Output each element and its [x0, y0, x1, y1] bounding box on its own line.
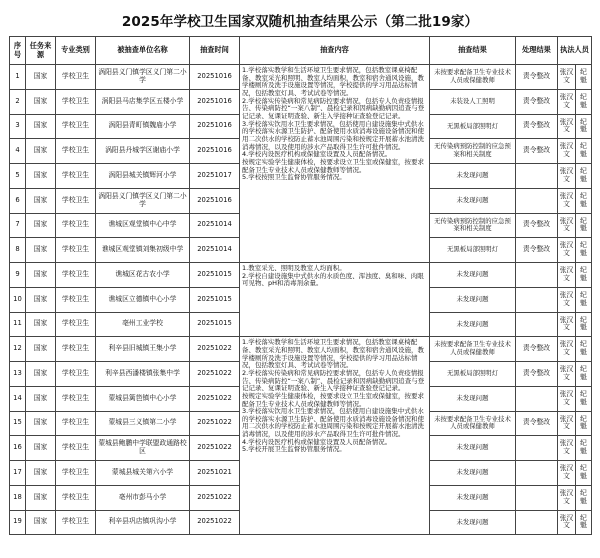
- cell-category: 学校卫生: [56, 411, 96, 436]
- cell-officer1: 张汉文: [558, 337, 576, 362]
- cell-source: 国家: [26, 386, 56, 411]
- cell-source: 国家: [26, 362, 56, 387]
- cell-officer1: 张汉文: [558, 485, 576, 510]
- cell-no: 5: [10, 164, 26, 189]
- cell-officer2: 纪魁: [576, 89, 592, 114]
- cell-source: 国家: [26, 411, 56, 436]
- cell-unit: 利辛县西潘楼镇张集中学: [96, 362, 190, 387]
- cell-no: 12: [10, 337, 26, 362]
- cell-category: 学校卫生: [56, 461, 96, 486]
- cell-source: 国家: [26, 89, 56, 114]
- cell-result: 未发现问题: [430, 287, 516, 312]
- cell-officer1: 张汉文: [558, 65, 576, 90]
- cell-officer2: 纪魁: [576, 411, 592, 436]
- cell-officer2: 纪魁: [576, 510, 592, 535]
- cell-category: 学校卫生: [56, 114, 96, 139]
- cell-officer2: 纪魁: [576, 188, 592, 213]
- cell-action: 责令整改: [516, 238, 558, 263]
- cell-no: 16: [10, 436, 26, 461]
- cell-officer1: 张汉文: [558, 386, 576, 411]
- table-header-row: [10, 37, 592, 65]
- cell-source: 国家: [26, 238, 56, 263]
- cell-date: 20251022: [190, 411, 240, 436]
- cell-source: 国家: [26, 510, 56, 535]
- cell-date: 20251022: [190, 386, 240, 411]
- header-category: 专业类别: [56, 37, 96, 65]
- cell-category: 学校卫生: [56, 89, 96, 114]
- cell-action: 责令整改: [516, 362, 558, 387]
- cell-unit: 谯城区观堂镇刘集初级中学: [96, 238, 190, 263]
- cell-no: 17: [10, 461, 26, 486]
- cell-unit: 涡阳县城关镇辉河小学: [96, 164, 190, 189]
- cell-officer1: 张汉文: [558, 362, 576, 387]
- cell-unit: 谯城区立德镇中心小学: [96, 287, 190, 312]
- cell-unit: 利辛县巩店镇巩沟小学: [96, 510, 190, 535]
- cell-source: 国家: [26, 287, 56, 312]
- cell-source: 国家: [26, 164, 56, 189]
- cell-date: 20251015: [190, 287, 240, 312]
- cell-result: 未发现问题: [430, 164, 516, 189]
- cell-date: 20251014: [190, 238, 240, 263]
- cell-action: [516, 485, 558, 510]
- cell-officer1: 张汉文: [558, 411, 576, 436]
- cell-result: 未发现问题: [430, 485, 516, 510]
- table-row: [10, 337, 592, 362]
- table-row: [10, 65, 592, 90]
- header-action: 处理结果: [516, 37, 558, 65]
- cell-officer2: 纪魁: [576, 386, 592, 411]
- cell-unit: 涡阳县丹城学区谢庙小学: [96, 139, 190, 164]
- cell-date: 20251022: [190, 485, 240, 510]
- cell-no: 7: [10, 213, 26, 238]
- header-date: 抽查时间: [190, 37, 240, 65]
- cell-officer1: 张汉文: [558, 89, 576, 114]
- cell-action: 责令整改: [516, 139, 558, 164]
- cell-action: [516, 263, 558, 288]
- cell-officer1: 张汉文: [558, 188, 576, 213]
- cell-officer1: 张汉文: [558, 164, 576, 189]
- cell-action: 责令整改: [516, 411, 558, 436]
- cell-no: 14: [10, 386, 26, 411]
- cell-action: [516, 436, 558, 461]
- cell-no: 1: [10, 65, 26, 90]
- cell-result: 无传染病预防控制的应急预案和相关制度: [430, 139, 516, 164]
- cell-date: 20251015: [190, 263, 240, 288]
- cell-date: 20251016: [190, 65, 240, 90]
- cell-no: 9: [10, 263, 26, 288]
- cell-officer1: 张汉文: [558, 461, 576, 486]
- cell-unit: 蒙城县城关第六小学: [96, 461, 190, 486]
- cell-category: 学校卫生: [56, 213, 96, 238]
- cell-source: 国家: [26, 312, 56, 337]
- cell-unit: 谯城区观堂镇中心中学: [96, 213, 190, 238]
- cell-officer2: 纪魁: [576, 461, 592, 486]
- cell-unit: 蒙城县篱笆镇中心小学: [96, 386, 190, 411]
- cell-source: 国家: [26, 65, 56, 90]
- cell-source: 国家: [26, 337, 56, 362]
- table-row: [10, 263, 592, 288]
- cell-category: 学校卫生: [56, 436, 96, 461]
- cell-officer1: 张汉文: [558, 238, 576, 263]
- cell-result: 未按要求配备卫生专业技术人员或保健教师: [430, 337, 516, 362]
- header-content: 抽查内容: [240, 37, 430, 65]
- cell-date: 20251016: [190, 89, 240, 114]
- cell-officer1: 张汉文: [558, 114, 576, 139]
- cell-officer2: 纪魁: [576, 213, 592, 238]
- cell-result: 未发现问题: [430, 386, 516, 411]
- cell-result: 未装设人工照明: [430, 89, 516, 114]
- cell-no: 10: [10, 287, 26, 312]
- cell-result: 未发现问题: [430, 188, 516, 213]
- cell-action: [516, 510, 558, 535]
- cell-result: 无黑板局部照明灯: [430, 362, 516, 387]
- cell-action: [516, 386, 558, 411]
- cell-no: 19: [10, 510, 26, 535]
- cell-category: 学校卫生: [56, 337, 96, 362]
- cell-result: 无黑板局部照明灯: [430, 238, 516, 263]
- cell-officer2: 纪魁: [576, 238, 592, 263]
- cell-date: 20251021: [190, 461, 240, 486]
- cell-unit: 涡阳县青町镇魏庙小学: [96, 114, 190, 139]
- cell-category: 学校卫生: [56, 362, 96, 387]
- cell-result: 未按要求配备卫生专业技术人员或保健教师: [430, 65, 516, 90]
- cell-officer1: 张汉文: [558, 287, 576, 312]
- cell-no: 15: [10, 411, 26, 436]
- cell-result: 未发现问题: [430, 312, 516, 337]
- cell-officer2: 纪魁: [576, 114, 592, 139]
- cell-category: 学校卫生: [56, 510, 96, 535]
- cell-source: 国家: [26, 436, 56, 461]
- cell-date: 20251017: [190, 164, 240, 189]
- cell-action: [516, 287, 558, 312]
- page-title: 2025年学校卫生国家双随机抽查结果公示（第二批19家）: [121, 14, 479, 30]
- cell-officer1: 张汉文: [558, 312, 576, 337]
- cell-date: 20251016: [190, 188, 240, 213]
- cell-officer2: 纪魁: [576, 312, 592, 337]
- cell-category: 学校卫生: [56, 287, 96, 312]
- header-no: 序号: [10, 37, 26, 65]
- cell-category: 学校卫生: [56, 263, 96, 288]
- cell-no: 18: [10, 485, 26, 510]
- cell-category: 学校卫生: [56, 312, 96, 337]
- header-unit: 被抽查单位名称: [96, 37, 190, 65]
- cell-source: 国家: [26, 139, 56, 164]
- cell-officer2: 纪魁: [576, 263, 592, 288]
- cell-category: 学校卫生: [56, 164, 96, 189]
- cell-unit: 蒙城县鲍鹏中学联盟政通路校区: [96, 436, 190, 461]
- cell-result: 无传染病预防控制的应急预案和相关制度: [430, 213, 516, 238]
- cell-no: 4: [10, 139, 26, 164]
- cell-action: 责令整改: [516, 89, 558, 114]
- cell-action: 责令整改: [516, 213, 558, 238]
- cell-officer1: 张汉文: [558, 213, 576, 238]
- cell-date: 20251022: [190, 337, 240, 362]
- cell-unit: 亳州工业学校: [96, 312, 190, 337]
- cell-inspection-content: 1.学校落实教学和生活环境卫生要求情况，包括教室课桌椅配备、教室采光和照明、教室人均面积，教室和宿舍通风设施，教学楼厕所及洗手设施设置等情况，学校提供的学习用品达标情况，包括教室灯具、考试试卷等情况。 2.学校落实传染病和常见病防控要求情况，包括专人负责疫情报告、传染病防控“一案八制”、晨检记录和因病缺勤病因追查与登记记录、复课证明查验、新生入学接种证查验登记记录。 3.学校落实饮用水卫生要求情况，包括使用自建设施集中式供水的学校落实水源卫生防护、配备使用水质消毒设施设备情况和使用二次供水的学校防止蓄水池周围污染和按规定开展蓄水池清洗消毒情况，以及使用的涉水产品取得卫生许可批件情况。 4.学校内设医疗机构或保健室设置及人员配备情况。 按规定实验学生健康体检，按要求设立卫生室或保健室，按要求配备卫生专业技术人员或保健教师等情况。 5.学校按照卫生监督协管服务情况。: [240, 65, 430, 263]
- cell-action: 责令整改: [516, 65, 558, 90]
- cell-category: 学校卫生: [56, 238, 96, 263]
- header-source: 任务来源: [26, 37, 56, 65]
- cell-officer1: 张汉文: [558, 510, 576, 535]
- cell-result: 未按要求配备卫生专业技术人员或保健教师: [430, 411, 516, 436]
- cell-officer1: 张汉文: [558, 263, 576, 288]
- cell-result: 无黑板局部照明灯: [430, 114, 516, 139]
- cell-inspection-content: 1.学校落实教学和生活环境卫生要求情况，包括教室课桌椅配备、教室采光和照明、教室人均面积，教室和宿舍通风设施，教学楼厕所及洗手设施设置等情况，学校提供的学习用品达标情况，包括教室灯具、考试试卷等情况。 2.学校落实传染病和常见病防控要求情况，包括专人负责疫情报告、传染病防控“一案八制”、晨检记录和因病缺勤病因追查与登记记录、复课证明查验、新生入学接种证查验登记记录。 按规定实验学生健康体检，按要求设立卫生室或保健室，按要求配备卫生专业技术人员或保健教师等情况。 3.学校落实饮用水卫生要求情况，包括使用自建设施集中式供水的学校落实水源卫生防护、配备使用水质消毒设施设备情况和使用二次供水的学校防止蓄水池周围污染和按规定开展蓄水池清洗消毒情况，以及使用的涉水产品取得卫生许可批件情况。 4.学校内设医疗机构或保健室设置及人员配备情况。 5.学校开展卫生监督协管服务情况。: [240, 337, 430, 535]
- cell-officer1: 张汉文: [558, 436, 576, 461]
- cell-result: 未发现问题: [430, 263, 516, 288]
- cell-action: [516, 188, 558, 213]
- cell-officer2: 纪魁: [576, 485, 592, 510]
- cell-action: [516, 164, 558, 189]
- header-result: 抽查结果: [430, 37, 516, 65]
- cell-result: 未发现问题: [430, 436, 516, 461]
- cell-category: 学校卫生: [56, 386, 96, 411]
- cell-no: 6: [10, 188, 26, 213]
- cell-result: 未发现问题: [430, 510, 516, 535]
- cell-unit: 蒙城县三义镇第二小学: [96, 411, 190, 436]
- cell-officer2: 纪魁: [576, 164, 592, 189]
- cell-officer2: 纪魁: [576, 436, 592, 461]
- cell-officer2: 纪魁: [576, 287, 592, 312]
- cell-unit: 谯城区花古农小学: [96, 263, 190, 288]
- cell-source: 国家: [26, 213, 56, 238]
- cell-date: 20251016: [190, 139, 240, 164]
- cell-source: 国家: [26, 114, 56, 139]
- cell-category: 学校卫生: [56, 139, 96, 164]
- cell-officer1: 张汉文: [558, 139, 576, 164]
- cell-no: 13: [10, 362, 26, 387]
- cell-unit: 涡阳县马店集学区五楼小学: [96, 89, 190, 114]
- cell-date: 20251022: [190, 362, 240, 387]
- cell-date: 20251022: [190, 510, 240, 535]
- cell-no: 3: [10, 114, 26, 139]
- cell-category: 学校卫生: [56, 65, 96, 90]
- cell-officer2: 纪魁: [576, 139, 592, 164]
- cell-officer2: 纪魁: [576, 337, 592, 362]
- cell-date: 20251014: [190, 213, 240, 238]
- header-officer: 执法人员: [558, 37, 592, 65]
- cell-unit: 涡阳县义门镇学区义门第二小学: [96, 65, 190, 90]
- cell-unit: 涡阳县义门镇学区义门第二小学: [96, 188, 190, 213]
- cell-action: [516, 461, 558, 486]
- cell-source: 国家: [26, 461, 56, 486]
- cell-action: 责令整改: [516, 337, 558, 362]
- inspection-table: [9, 36, 592, 535]
- cell-date: 20251016: [190, 114, 240, 139]
- cell-no: 11: [10, 312, 26, 337]
- cell-date: 20251022: [190, 436, 240, 461]
- cell-unit: 亳州市彭马小学: [96, 485, 190, 510]
- cell-officer2: 纪魁: [576, 362, 592, 387]
- cell-unit: 利辛县旧城镇王集小学: [96, 337, 190, 362]
- cell-date: 20251015: [190, 312, 240, 337]
- cell-no: 8: [10, 238, 26, 263]
- cell-result: 未发现问题: [430, 461, 516, 486]
- cell-action: 责令整改: [516, 114, 558, 139]
- cell-no: 2: [10, 89, 26, 114]
- cell-source: 国家: [26, 263, 56, 288]
- cell-category: 学校卫生: [56, 188, 96, 213]
- cell-action: [516, 312, 558, 337]
- cell-inspection-content: 1.教室采光、照明及教室人均面积。 2.学校自建设施集中式供水的水质色度、浑浊度、臭和味、肉眼可见物、pH和消毒剂余量。: [240, 263, 430, 337]
- cell-source: 国家: [26, 485, 56, 510]
- cell-officer2: 纪魁: [576, 65, 592, 90]
- cell-category: 学校卫生: [56, 485, 96, 510]
- cell-source: 国家: [26, 188, 56, 213]
